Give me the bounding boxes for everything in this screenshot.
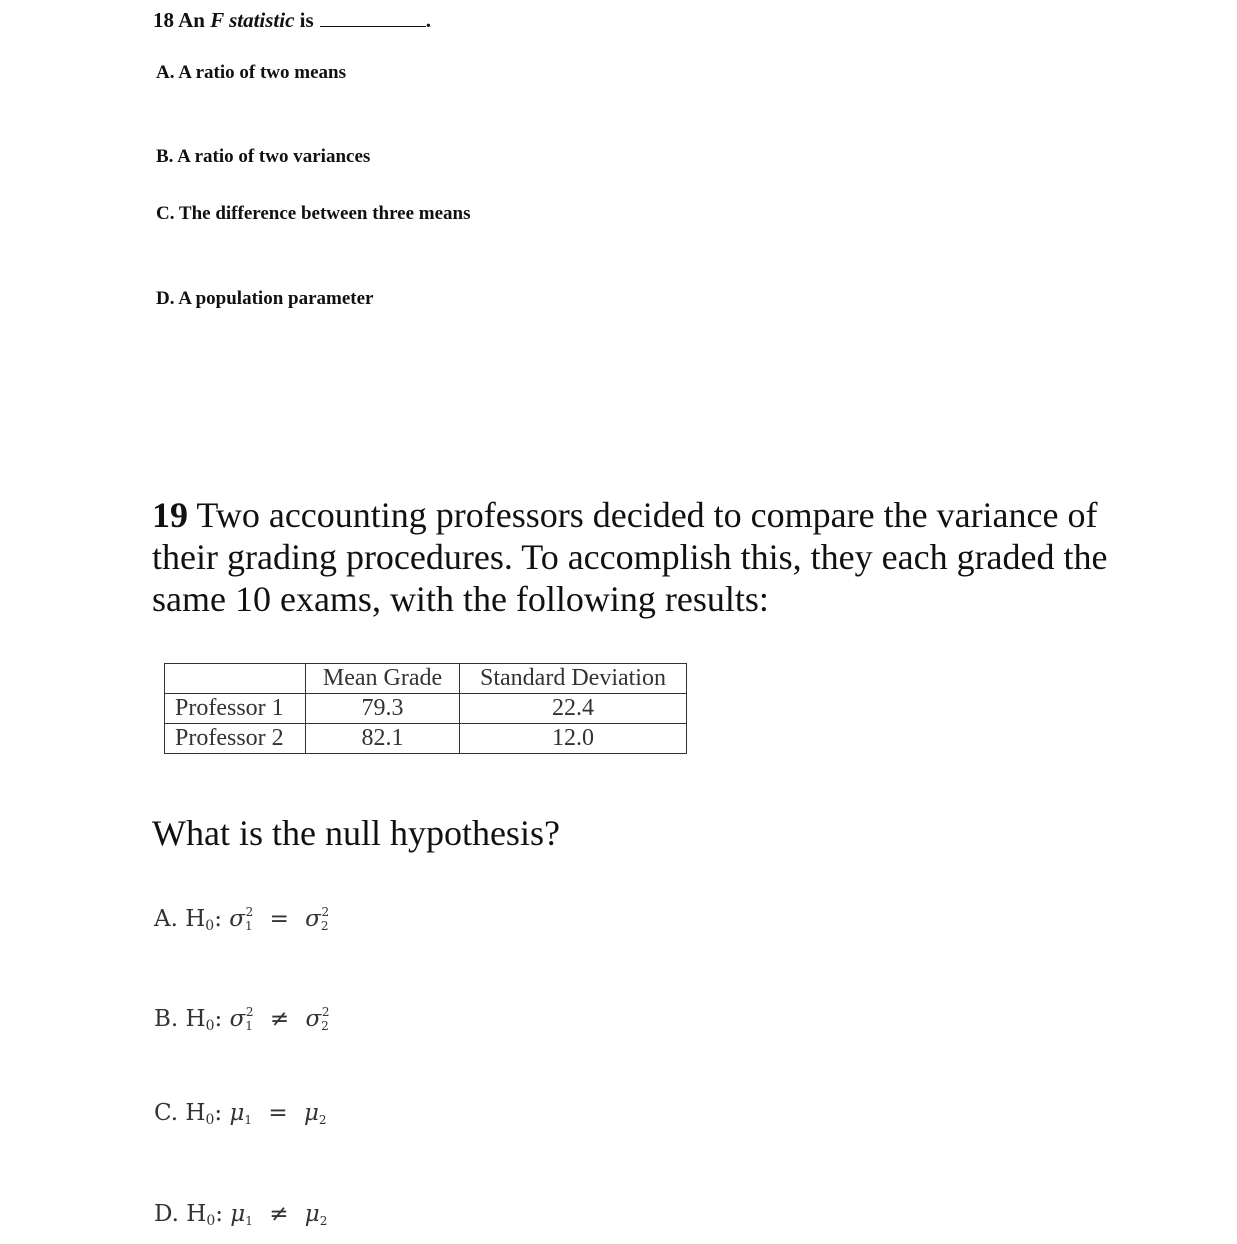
option-label: B. [154, 1006, 179, 1032]
q18-option-c[interactable] [156, 202, 471, 226]
question-italic-term: F statistic [210, 8, 295, 32]
superscript: 2 [321, 905, 330, 919]
q19-option-a[interactable] [154, 897, 329, 941]
q19-option-c[interactable] [154, 1098, 327, 1135]
subscript: 2 [320, 919, 329, 933]
null-hypothesis-question: What is the null hypothesis? [152, 813, 560, 853]
hypothesis-sub: 0 [205, 918, 215, 934]
hypothesis-h: H [186, 1201, 207, 1227]
q19-option-d[interactable] [154, 1199, 327, 1236]
colon: : [214, 906, 222, 932]
mu-symbol: μ [230, 1201, 246, 1227]
question-stem-text: Two accounting professors decided to compare the variance of their grading procedures. To accomplish this, they each graded the same 10 exams, with the following results: [152, 495, 1108, 619]
hypothesis-sub: 0 [206, 1213, 216, 1229]
table-cell: Professor 2 [165, 724, 306, 754]
table-row [165, 724, 687, 754]
blank-end: . [425, 8, 431, 32]
table-row [165, 694, 687, 724]
subscript: 1 [245, 1019, 253, 1033]
colon: : [215, 1201, 223, 1227]
subscript: 2 [318, 1113, 327, 1127]
subscript: 1 [244, 919, 253, 933]
operator: = [268, 1100, 288, 1126]
superscript: 2 [245, 905, 254, 919]
superscript: 2 [321, 1005, 330, 1019]
sigma-symbol: σ [229, 1006, 246, 1032]
table-header-cell: Standard Deviation [460, 664, 687, 694]
results-table [164, 663, 687, 754]
q19-option-b[interactable] [154, 997, 329, 1041]
answer-blank [320, 8, 426, 27]
question-19-stem [152, 494, 1142, 620]
option-label: C. [156, 203, 175, 224]
mu-symbol: μ [229, 1100, 245, 1126]
option-label: C. [154, 1100, 179, 1126]
hypothesis-sub: 0 [205, 1018, 215, 1034]
operator: = [269, 906, 289, 932]
table-header-cell: Mean Grade [306, 664, 460, 694]
table-cell: 79.3 [306, 694, 460, 724]
option-label: A. [154, 906, 178, 932]
subscript: 2 [321, 1019, 329, 1033]
hypothesis-h: H [185, 1100, 206, 1126]
hypothesis-h: H [185, 906, 206, 932]
option-text: The difference between three means [178, 203, 471, 224]
subscript: 1 [245, 1214, 253, 1228]
question-text-after: is [299, 8, 314, 32]
q18-option-b[interactable] [156, 145, 370, 169]
mu-symbol: μ [303, 1100, 319, 1126]
colon: : [214, 1006, 223, 1032]
sigma-symbol: σ [305, 1006, 322, 1032]
question-number: 18 [153, 8, 174, 32]
option-label: D. [156, 288, 175, 309]
table-cell: Professor 1 [165, 694, 306, 724]
operator: ≠ [269, 1006, 290, 1032]
option-label: D. [154, 1201, 179, 1227]
superscript: 2 [245, 1005, 254, 1019]
table-cell: 82.1 [306, 724, 460, 754]
question-text-before: An [178, 8, 205, 32]
operator: ≠ [269, 1201, 289, 1227]
subscript: 1 [244, 1113, 253, 1127]
q18-option-a[interactable] [156, 61, 346, 85]
option-text: A ratio of two variances [177, 146, 371, 167]
table-header-row [165, 664, 687, 694]
q18-option-d[interactable] [156, 287, 373, 311]
table-cell: 22.4 [460, 694, 687, 724]
table-cell: 12.0 [460, 724, 687, 754]
question-number: 19 [152, 495, 188, 535]
mu-symbol: μ [304, 1201, 320, 1227]
question-18-title [153, 6, 431, 34]
option-text: A ratio of two means [178, 62, 346, 83]
hypothesis-h: H [185, 1006, 206, 1032]
sigma-symbol: σ [305, 906, 321, 932]
table-header-cell [165, 664, 306, 694]
option-text: A population parameter [178, 288, 374, 309]
subscript: 2 [319, 1214, 328, 1228]
hypothesis-sub: 0 [205, 1112, 215, 1128]
sigma-symbol: σ [229, 906, 245, 932]
colon: : [214, 1100, 223, 1126]
option-label: A. [156, 62, 175, 83]
option-label: B. [156, 146, 174, 167]
